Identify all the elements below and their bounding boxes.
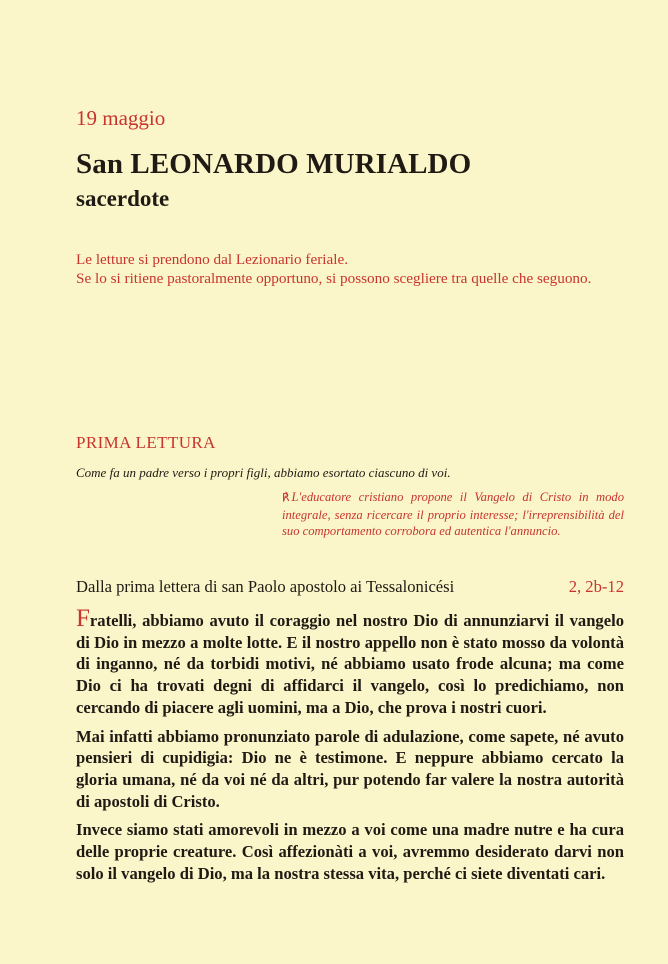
reading-summary-text: L'educatore cristiano propone il Vangelo di Cristo in modo integrale, senza ricercare il proprio interesse; l'irreprensibilità del suo comportamento corrobora ed autentica l'annuncio.	[282, 490, 624, 538]
drop-cap: F	[76, 605, 90, 632]
response-symbol-icon: ℟	[282, 491, 290, 504]
paragraph-text: ratelli, abbiamo avuto il coraggio nel nostro Dio di annunziarvi il vangelo di Dio in mezzo a molte lotte. E il nostro appello non è stato mosso da volontà di inganno, né da torbidi motivi, né abbiamo usato frode alcuna; ma come Dio ci ha trovati degni di affidarci il vangelo, così lo predichiamo, non cercando di piacere agli uomini, ma a Dio, che prova i nostri cuori.	[76, 611, 624, 717]
reading-summary	[282, 489, 624, 540]
saint-name: San LEONARDO MURIALDO	[76, 148, 472, 180]
reading-paragraph: Mai infatti abbiamo pronunziato parole di adulazione, come sapete, né avuto pensieri di cupidigia: Dio ne è testimone. E neppure abbiamo cercato la gloria umana, né da voi né da altri, pur potendo far valere la nostra autorità di apostoli di Cristo.	[76, 726, 624, 811]
rubric-line-1: Le letture si prendono dal Lezionario feriale.	[76, 251, 348, 268]
saint-title: sacerdote	[76, 186, 170, 211]
reading-paragraph	[76, 606, 624, 719]
feast-date: 19 maggio	[76, 106, 166, 130]
reading-body	[76, 606, 624, 891]
reading-source-line	[76, 577, 624, 597]
rubric-line-2: Se lo si ritiene pastoralmente opportuno, si possono scegliere tra quelle che seguono.	[76, 270, 592, 287]
reading-reference: 2, 2b-12	[568, 577, 624, 596]
reading-paragraph: Invece siamo stati amorevoli in mezzo a voi come una madre nutre e ha cura delle proprie creature. Così affezionàti a voi, avremmo desiderato darvi non solo il vangelo di Dio, ma la nostra stessa vita, perché ci siete diventati cari.	[76, 820, 624, 883]
section-title: PRIMA LETTURA	[76, 433, 216, 452]
reading-source: Dalla prima lettera di san Paolo apostolo ai Tessalonicési	[76, 577, 455, 596]
rubric-note	[76, 250, 624, 288]
reading-antiphon: Come fa un padre verso i propri figli, abbiamo esortato ciascuno di voi.	[76, 465, 451, 480]
